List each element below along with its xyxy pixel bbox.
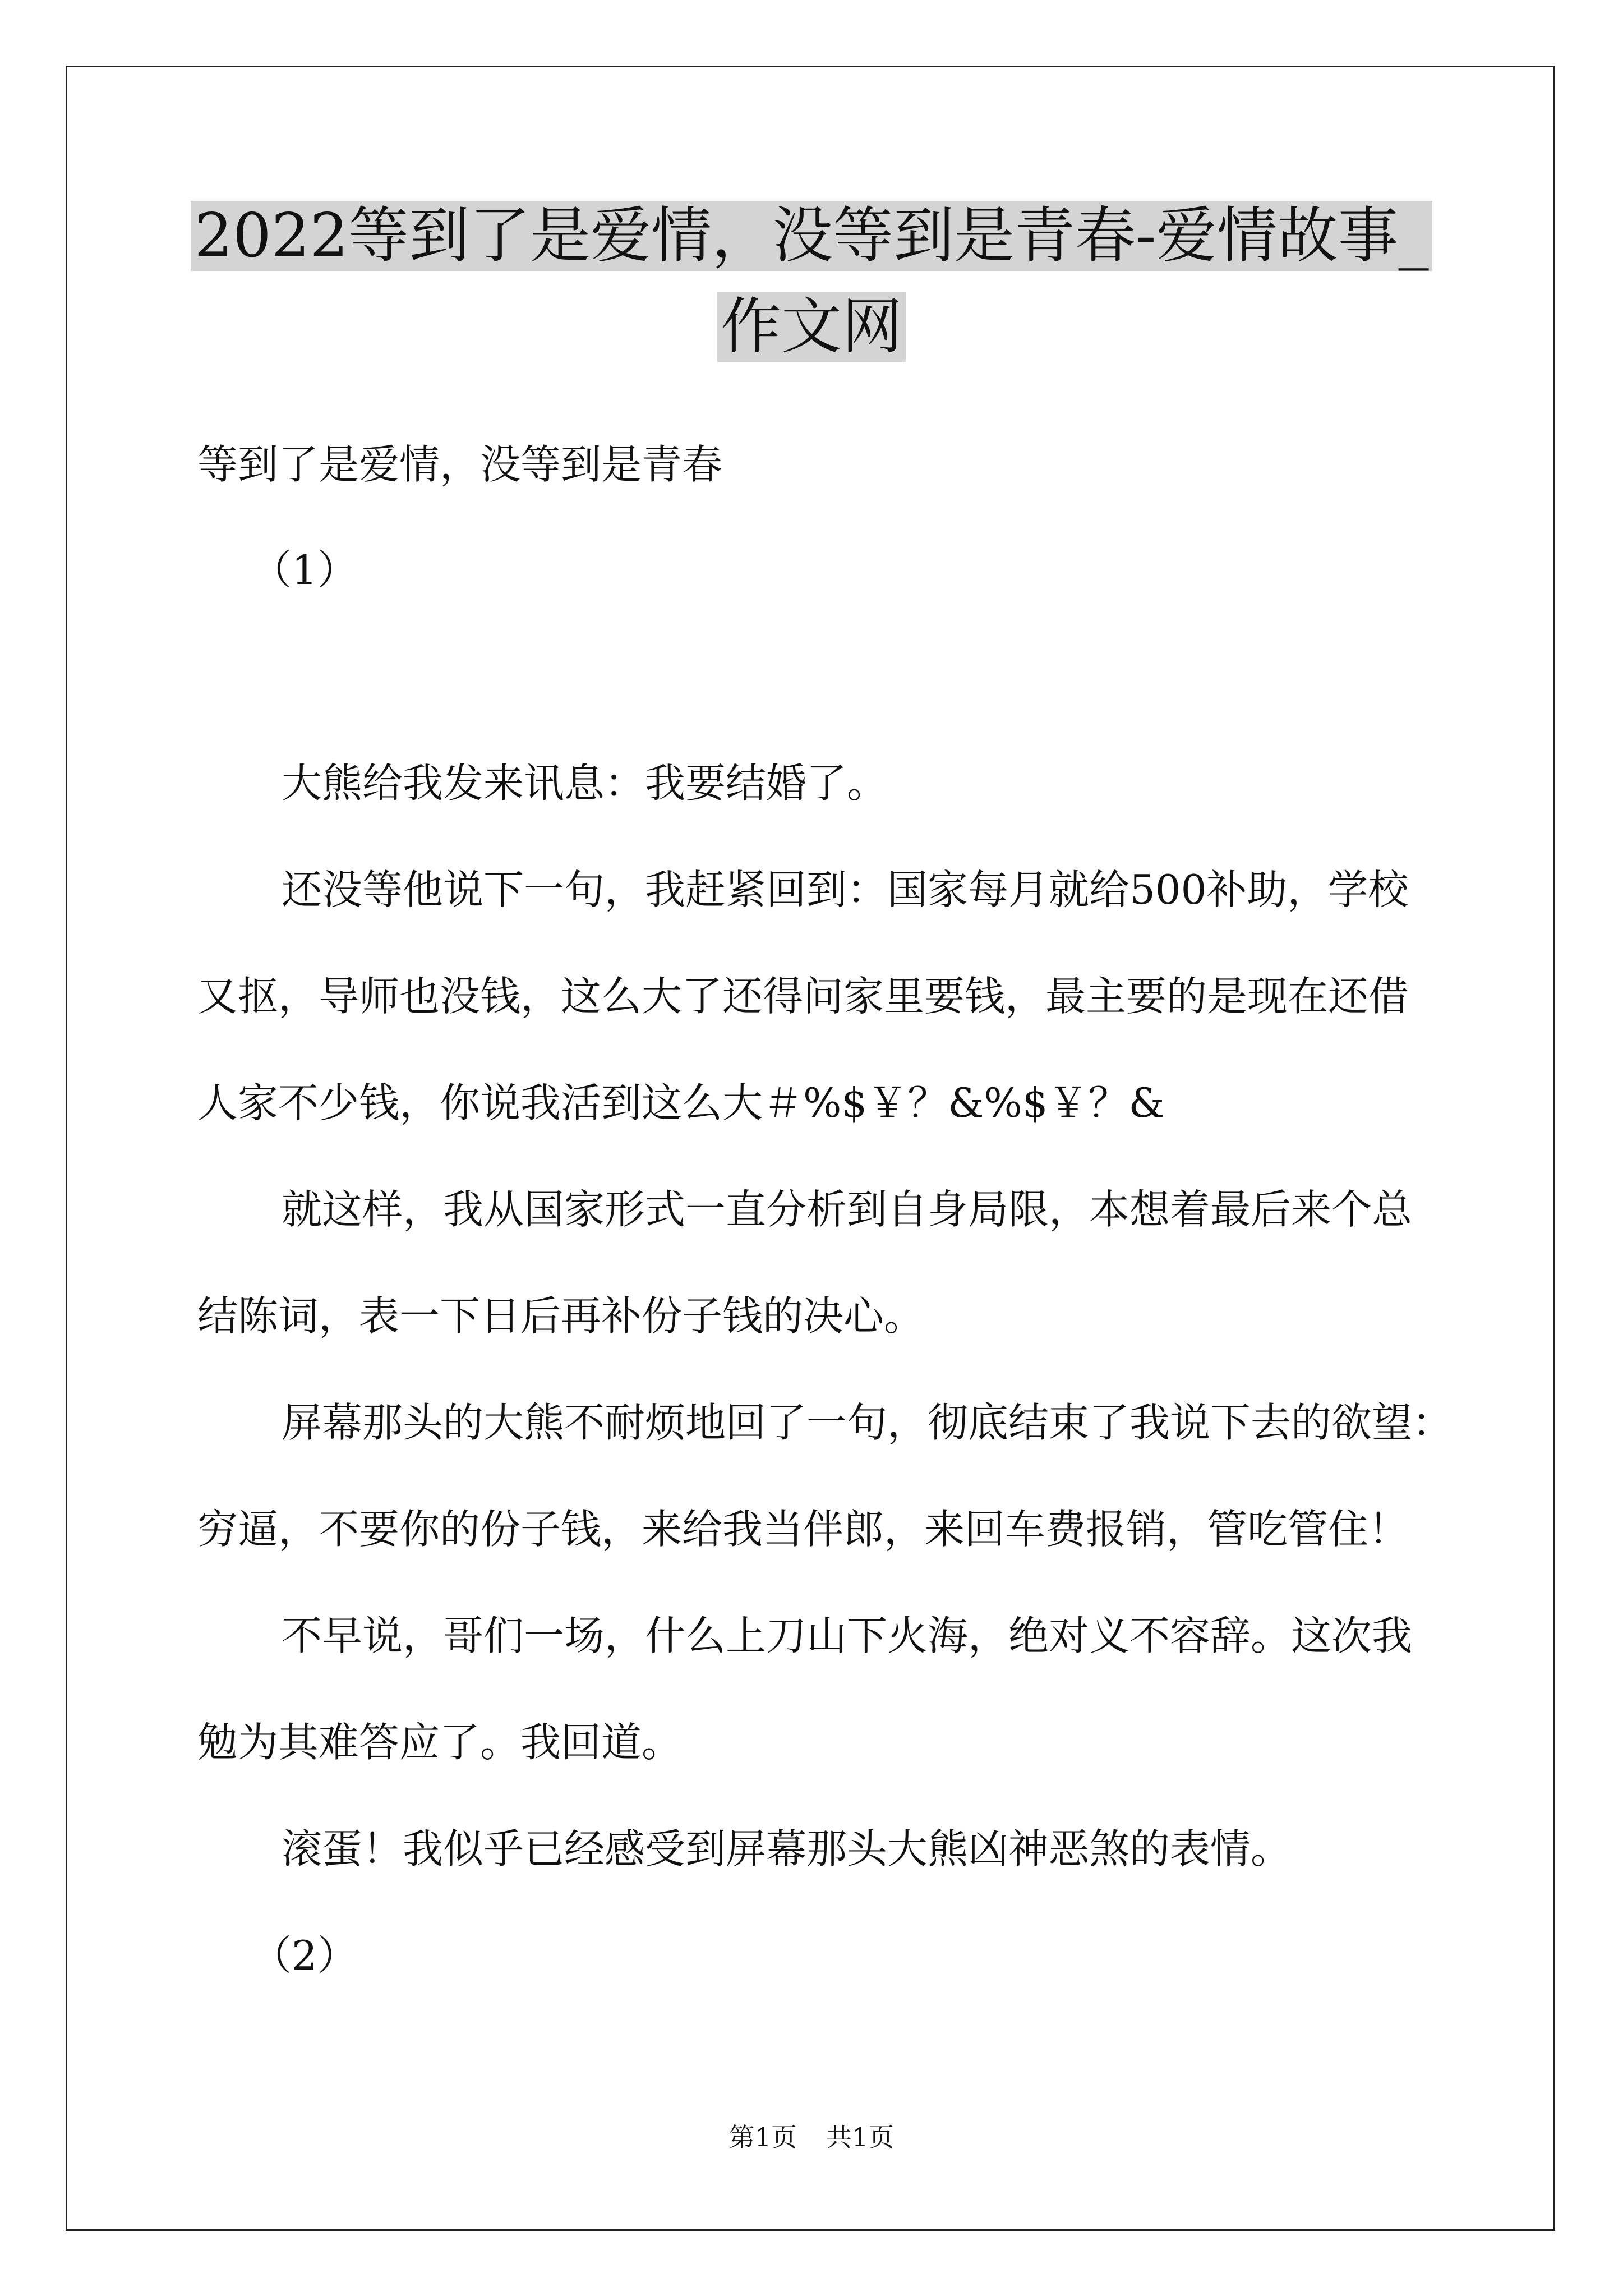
page-total: 共1页 — [826, 2122, 895, 2152]
paragraph-line: 不早说，哥们一场，什么上刀山下火海，绝对义不容辞。这次我 — [282, 1612, 1413, 1659]
page-footer — [0, 2120, 1623, 2154]
title-line-2: 作文网 — [717, 292, 906, 362]
document-title — [140, 191, 1483, 372]
section-marker-2: （2） — [251, 1932, 358, 1979]
page-border — [66, 66, 1555, 2231]
paragraph-line: 又抠，导师也没钱，这么大了还得问家里要钱，最主要的是现在还借 — [197, 973, 1409, 1020]
subtitle: 等到了是爱情，没等到是青春 — [197, 441, 723, 488]
paragraph-line: 勉为其难答应了。我回道。 — [197, 1719, 683, 1766]
paragraph-line: 人家不少钱，你说我活到这么大＃%$￥？&%$￥？& — [197, 1079, 1165, 1126]
paragraph-line: 结陈词，表一下日后再补份子钱的决心。 — [197, 1292, 925, 1340]
title-line-1: 2022等到了是爱情，没等到是青春-爱情故事_ — [191, 201, 1432, 271]
paragraph-line: 滚蛋！我似乎已经感受到屏幕那头大熊凶神恶煞的表情。 — [282, 1825, 1292, 1872]
paragraph-line: 大熊给我发来讯息：我要结婚了。 — [282, 760, 888, 807]
page-number: 第1页 — [728, 2122, 797, 2152]
section-marker-1: （1） — [251, 546, 358, 593]
paragraph-line: 穷逼，不要你的份子钱，来给我当伴郎，来回车费报销，管吃管住！ — [197, 1506, 1409, 1553]
paragraph-line: 就这样，我从国家形式一直分析到自身局限，本想着最后来个总 — [282, 1186, 1413, 1233]
paragraph-line: 屏幕那头的大熊不耐烦地回了一句，彻底结束了我说下去的欲望： — [282, 1399, 1453, 1446]
paragraph-line: 还没等他说下一句，我赶紧回到：国家每月就给500补助，学校 — [282, 866, 1409, 913]
